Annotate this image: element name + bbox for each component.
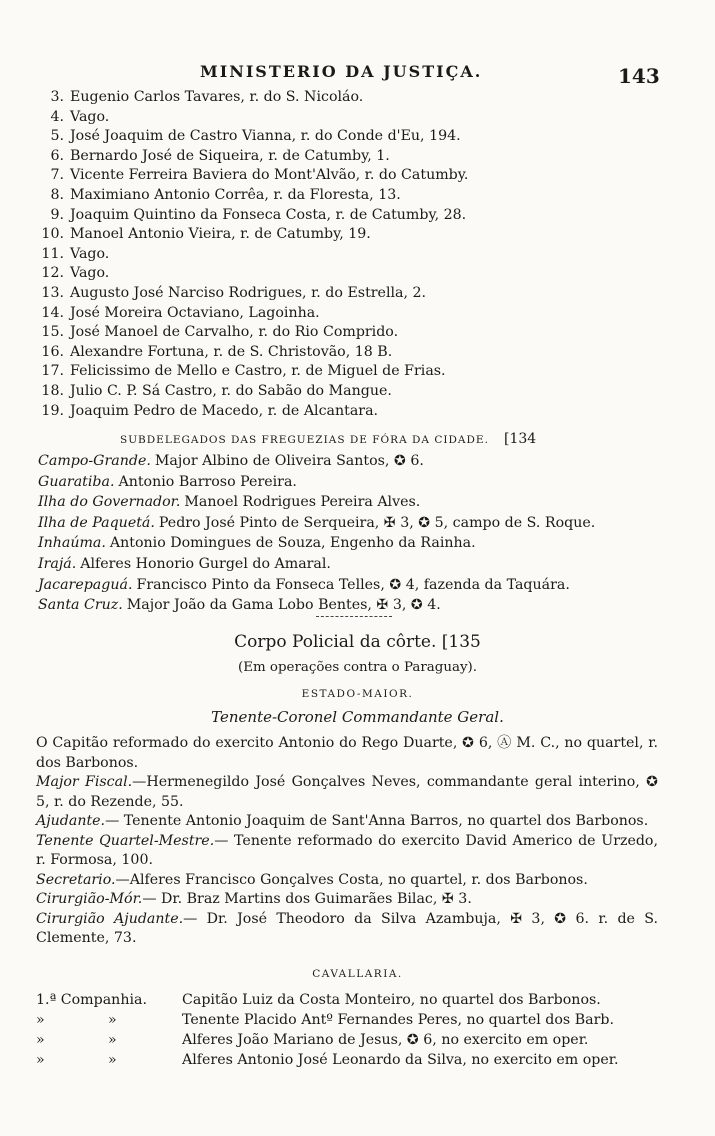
subdelegado-text: Francisco Pinto da Fonseca Telles, ✪ 4, fazenda da Taquára. [136, 576, 570, 593]
list-item [30, 402, 670, 422]
cavallaria-ditto [108, 990, 182, 1010]
list-item-text: Julio C. P. Sá Castro, r. do Sabão do Mangue. [70, 382, 392, 399]
list-item-number: 8. [50, 186, 64, 203]
place-name: Inhaúma. [38, 535, 106, 552]
list-item-number: 11. [41, 245, 64, 262]
cavallaria-row [36, 1010, 676, 1030]
place-name: Santa Cruz. [38, 597, 123, 614]
subdelegado-text: Antonio Barroso Pereira. [118, 473, 297, 490]
corpo-subtitle: (Em operações contra o Paraguay). [237, 660, 478, 675]
subdelegados-list [38, 451, 678, 616]
list-item-text: Vago. [70, 245, 110, 262]
list-item [30, 206, 670, 226]
staff-text: — Tenente reformado do exercito David Americo de Urzedo, r. Formosa, 100. [36, 832, 658, 868]
list-item-number: 5. [50, 128, 64, 145]
subdelegados-heading [120, 428, 536, 447]
subdelegado-entry [38, 554, 678, 575]
subdelegado-entry [38, 533, 678, 554]
list-item-number: 3. [50, 89, 64, 105]
cavallaria-ditto: » [108, 1052, 117, 1068]
list-item [30, 88, 670, 108]
list-item-text: Manoel Antonio Vieira, r. de Catumby, 19. [70, 226, 371, 243]
list-item [30, 147, 670, 167]
place-name: Guaratiba. [38, 473, 115, 490]
subdelegado-entry [38, 513, 678, 534]
cavallaria-list [36, 990, 676, 1070]
list-item-number: 4. [50, 108, 64, 125]
list-item-number: 7. [50, 167, 64, 184]
cavallaria-company: » [36, 1032, 45, 1048]
staff-text: —Alferes Francisco Gonçalves Costa, no quartel, r. dos Barbonos. [115, 871, 588, 888]
cavallaria-company: » [36, 1012, 45, 1028]
staff-role: Ajudante. [36, 813, 106, 829]
list-item-text: Augusto José Narciso Rodrigues, r. do Estrella, 2. [70, 284, 427, 301]
cavallaria-ditto: » [108, 1012, 117, 1028]
subdelegado-text: Pedro José Pinto de Serqueira, ✠ 3, ✪ 5, campo de S. Roque. [158, 514, 596, 531]
subdelegado-text: Antonio Domingues de Souza, Engenho da Rainha. [109, 535, 476, 552]
staff-entry [36, 871, 658, 891]
list-item-text: Maximiano Antonio Corrêa, r. da Floresta, 13. [70, 186, 401, 203]
staff-entry [36, 890, 658, 910]
page-number: 143 [618, 64, 660, 88]
subdelegado-text: Major João da Gama Lobo Bentes, ✠ 3, ✪ 4. [126, 597, 441, 614]
section-divider [316, 616, 392, 618]
list-item-text: José Joaquim de Castro Vianna, r. do Conde d'Eu, 194. [70, 128, 461, 145]
list-item-number: 17. [41, 363, 64, 380]
list-item-number: 6. [50, 147, 64, 164]
staff-role: Cirurgião-Mór. [36, 891, 143, 907]
cavallaria-row [36, 1050, 676, 1070]
staff-text: O Capitão reformado do exercito Antonio do Rego Duarte, ✪ 6, Ⓐ M. C., no quartel, r. dos Barbonos. [36, 735, 658, 771]
subdelegado-entry [38, 472, 678, 493]
staff-text: — Dr. José Theodoro da Silva Azambuja, ✠ 3, ✪ 6. r. de S. Clemente, 73. [36, 910, 658, 946]
list-item [30, 108, 670, 128]
subdelegados-heading-text: SUBDELEGADOS DAS FREGUEZIAS DE FÓRA DA CIDADE. [120, 434, 489, 446]
estado-maior-heading: ESTADO-MAIOR. [301, 688, 414, 700]
staff-text: —Hermenegildo José Gonçalves Neves, commandante geral interino, ✪ 5, r. do Rezende, 55. [36, 774, 658, 810]
list-item [30, 264, 670, 284]
list-item [30, 304, 670, 324]
list-item [30, 245, 670, 265]
cavallaria-company: » [36, 1052, 45, 1068]
staff-entry [36, 832, 658, 871]
subdelegado-entry [38, 575, 678, 596]
list-item-text: Joaquim Pedro de Macedo, r. de Alcantara. [70, 402, 379, 419]
list-item [30, 186, 670, 206]
cavallaria-company: 1.ª Companhia. [36, 992, 147, 1008]
staff-entry [36, 734, 658, 773]
list-item [30, 323, 670, 343]
list-item-number: 10. [41, 226, 64, 243]
place-name: Jacarepaguá. [38, 576, 133, 593]
list-item-text: Felicissimo de Mello e Castro, r. de Miguel de Frias. [70, 363, 446, 380]
list-item [30, 166, 670, 186]
list-item-number: 19. [41, 402, 64, 419]
list-item-text: Vicente Ferreira Baviera do Mont'Alvão, r. do Catumby. [70, 167, 469, 184]
page-header [0, 62, 715, 88]
numbered-list [30, 88, 670, 421]
list-item-text: José Moreira Octaviano, Lagoinha. [70, 304, 320, 321]
list-item-text: Vago. [70, 108, 110, 125]
list-item [30, 382, 670, 402]
cavallaria-officer: Capitão Luiz da Costa Monteiro, no quartel dos Barbonos. [182, 992, 601, 1008]
list-item [30, 362, 670, 382]
corpo-heading [0, 632, 715, 652]
list-item-number: 14. [41, 304, 64, 321]
list-item-text: Alexandre Fortuna, r. de S. Christovão, 18 B. [70, 343, 393, 360]
staff-entry [36, 812, 658, 832]
list-item-text: Joaquim Quintino da Fonseca Costa, r. de Catumby, 28. [70, 206, 467, 223]
cavallaria-ditto: » [108, 1032, 117, 1048]
list-item [30, 225, 670, 245]
list-item-number: 13. [41, 284, 64, 301]
cavallaria-officer: Tenente Placido Antº Fernandes Peres, no quartel dos Barb. [182, 1012, 614, 1028]
tenente-coronel-heading: Tenente-Coronel Commandante Geral. [211, 708, 504, 726]
cavallaria-row [36, 990, 676, 1010]
list-item-number: 16. [41, 343, 64, 360]
cavallaria-officer: Alferes Antonio José Leonardo da Silva, no exercito em oper. [182, 1052, 619, 1068]
running-title: MINISTERIO DA JUSTIÇA. [200, 62, 483, 81]
list-item-number: 12. [41, 265, 64, 282]
staff-role: Tenente Quartel-Mestre. [36, 832, 215, 849]
list-item-number: 18. [41, 382, 64, 399]
list-item-number: 9. [50, 206, 64, 223]
place-name: Ilha de Paquetá. [38, 514, 155, 531]
subdelegado-entry [38, 492, 678, 513]
subdelegados-ref: [134 [504, 431, 537, 447]
subdelegado-text: Alferes Honorio Gurgel do Amaral. [80, 555, 331, 572]
staff-role: Major Fiscal. [36, 774, 133, 790]
cavallaria-officer: Alferes João Mariano de Jesus, ✪ 6, no exercito em oper. [182, 1032, 589, 1048]
staff-entry [36, 773, 658, 812]
subdelegado-entry [38, 595, 678, 616]
cavallaria-row [36, 1030, 676, 1050]
corpo-ref: [135 [441, 632, 481, 652]
subdelegado-text: Major Albino de Oliveira Santos, ✪ 6. [154, 453, 424, 469]
list-item [30, 343, 670, 363]
list-item [30, 127, 670, 147]
place-name: Campo-Grande. [38, 453, 151, 469]
staff-list [36, 734, 658, 949]
list-item-text: Bernardo José de Siqueira, r. de Catumby, 1. [70, 147, 390, 164]
cavallaria-heading: CAVALLARIA. [312, 968, 403, 980]
place-name: Irajá. [38, 555, 77, 572]
list-item-number: 15. [41, 324, 64, 341]
place-name: Ilha do Governador. [38, 494, 181, 511]
staff-entry [36, 910, 658, 949]
list-item-text: Vago. [70, 265, 110, 282]
staff-text: — Tenente Antonio Joaquim de Sant'Anna Barros, no quartel dos Barbonos. [105, 813, 649, 829]
list-item-text: José Manoel de Carvalho, r. do Rio Comprido. [70, 324, 399, 341]
list-item-text: Eugenio Carlos Tavares, r. do S. Nicoláo. [70, 89, 364, 105]
list-item [30, 284, 670, 304]
subdelegado-entry [38, 451, 678, 472]
subdelegado-text: Manoel Rodrigues Pereira Alves. [184, 494, 421, 511]
staff-role: Secretario. [36, 871, 116, 888]
corpo-title: Corpo Policial da côrte. [234, 632, 437, 652]
staff-text: — Dr. Braz Martins dos Guimarães Bilac, ✠ 3. [142, 891, 472, 907]
staff-role: Cirurgião Ajudante. [36, 910, 184, 927]
